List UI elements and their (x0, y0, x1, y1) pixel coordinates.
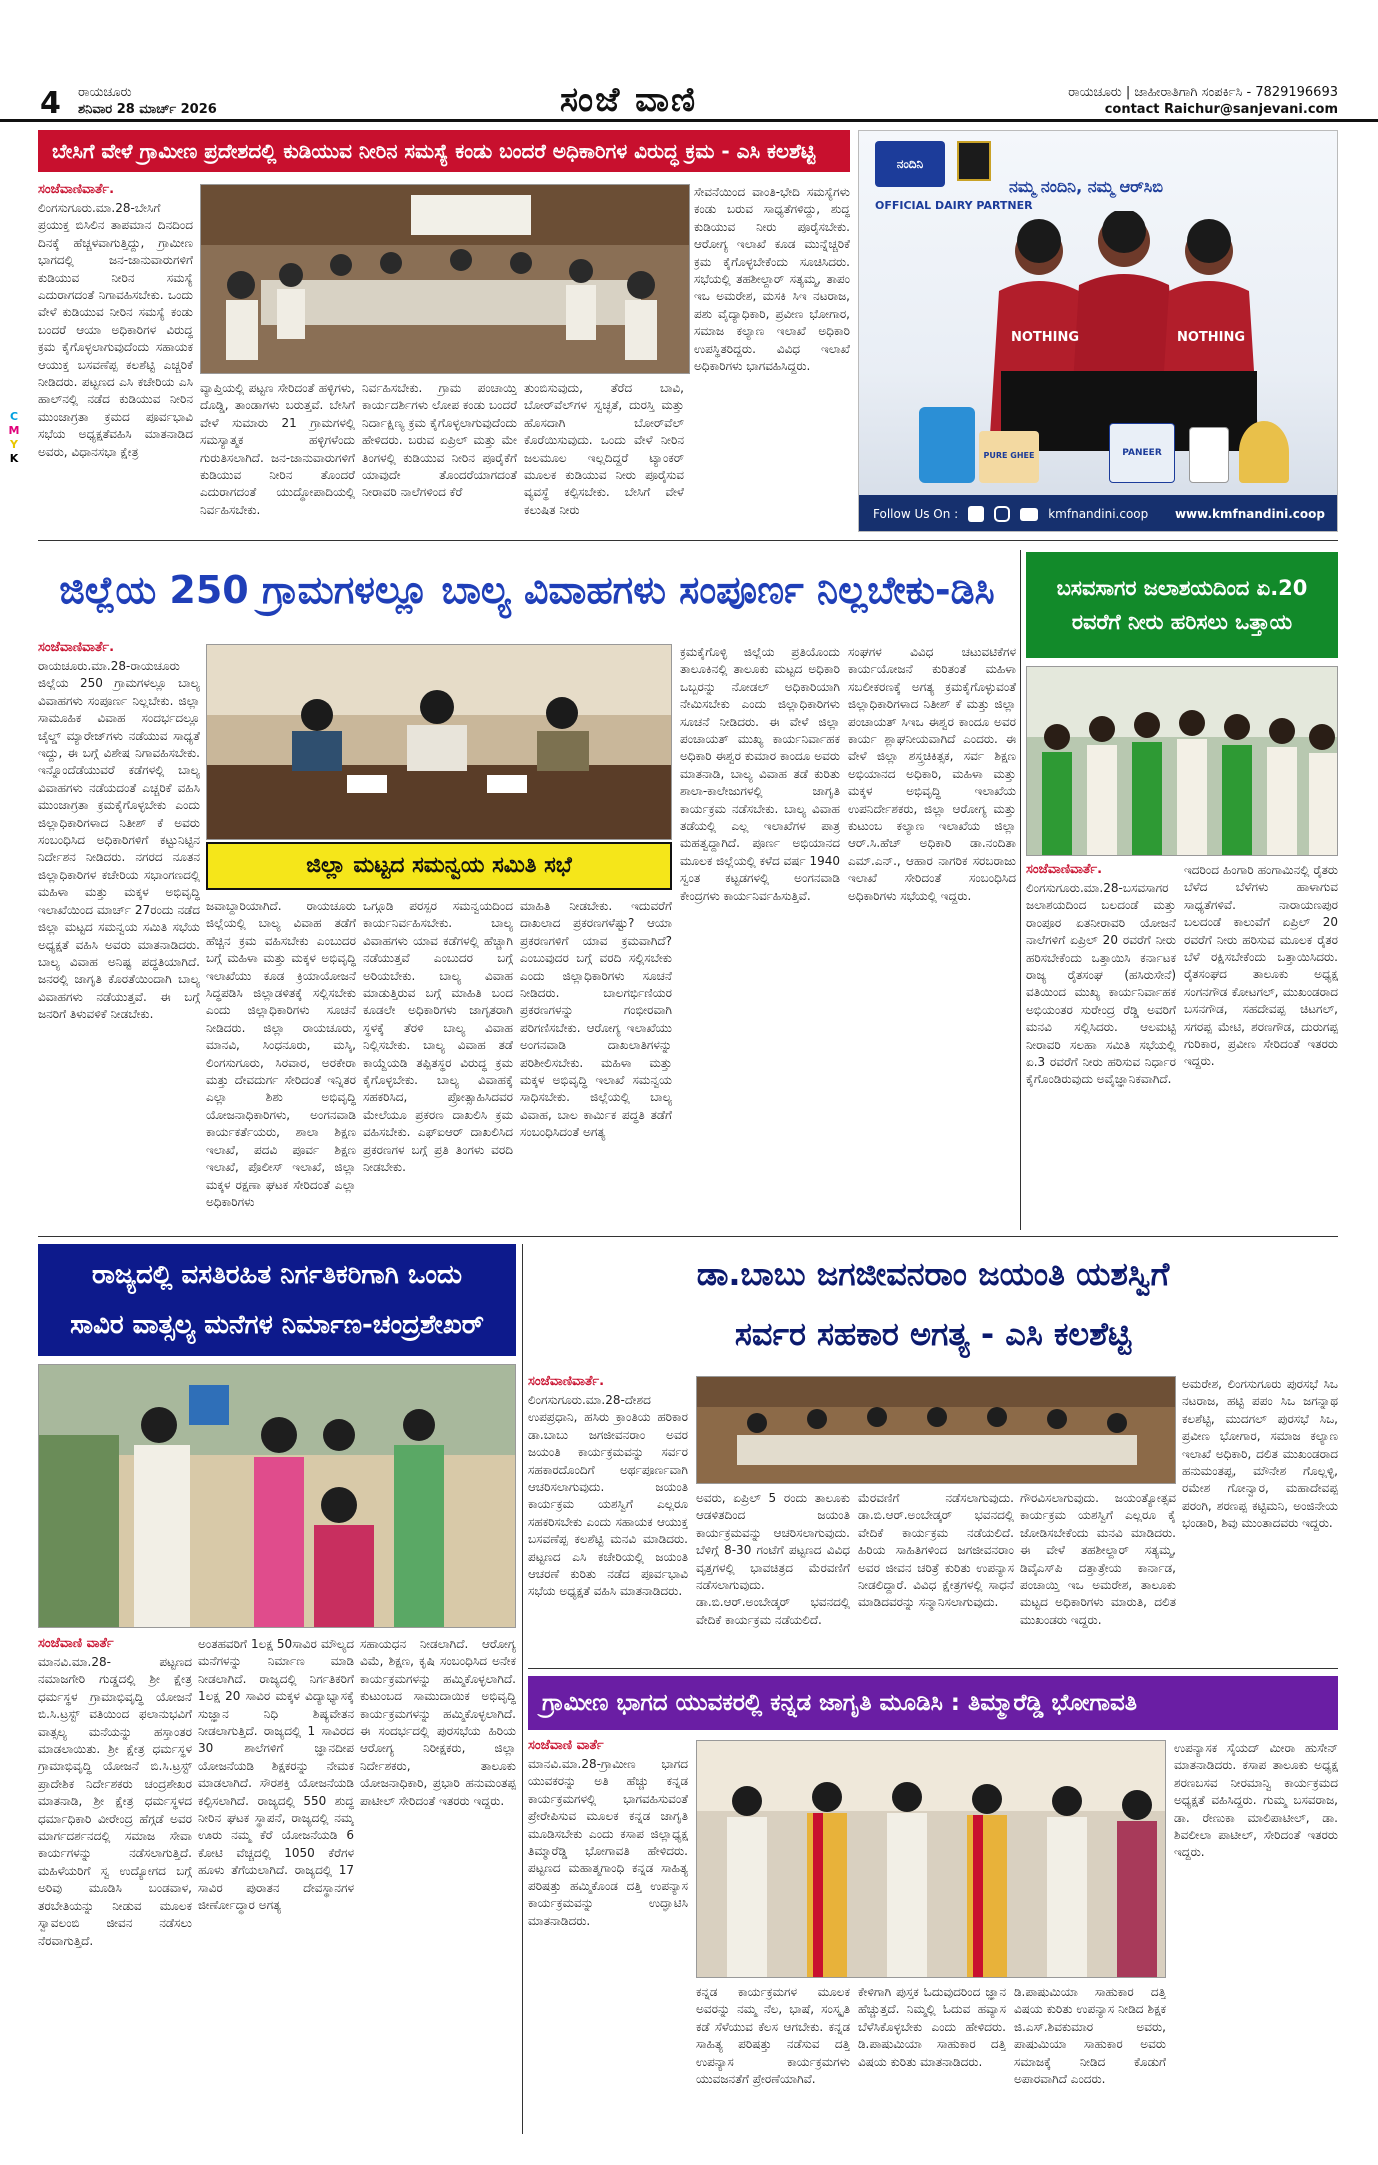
divider-v2 (522, 1244, 523, 2134)
email-contact: contact Raichur@sanjevani.com (1104, 102, 1338, 117)
a1-col5: ಸೇವನೆಯಿಂದ ವಾಂತಿ-ಭೇದಿ ಸಮಸ್ಯೆಗಳು ಕಂಡು ಬರುವ ಸಾಧ್ಯತೆಗಳಿದ್ದು, ಶುದ್ಧ ಕುಡಿಯುವ ನೀರು ಪೂರೈಸಬೇಕು. ಆರೋಗ್ಯ ಇಲಾಖೆ ಕೂಡ ಮುನ್ನೆಚ್ಚರಿಕೆ ಕ್ರಮ ಕೈಗೊಳ್ಳಬೇಕೆಂದು ಸೂಚಿಸಿದರು. ಸಭೆಯಲ್ಲಿ ತಹಶೀಲ್ದಾರ್ ಸತ್ಯಮ್ಮ, ತಾಪಂ ಇಒ ಅಮರೇಶ, ಮಸಕಿ ಸಿಇ ನಟರಾಜ, ಪಶು ವೈದ್ಯಾಧಿಕಾರಿ, ಪ್ರವೀಣ ಭೋಗಾರ, ಸಮಾಜ ಕಲ್ಯಾಣ ಇಲಾಖೆ ಅಧಿಕಾರಿ ಉಪಸ್ಥಿತರಿದ್ದರು. ವಿವಿಧ ಇಲಾಖೆ ಅಧಿಕಾರಿಗಳು ಭಾಗವಹಿಸಿದ್ದರು. (694, 185, 850, 374)
paneer-pack: PANEER (1109, 423, 1175, 483)
sweets-jar-icon (1239, 421, 1289, 483)
a1-photo (200, 184, 690, 374)
a6-col4: ಡಿ.ಪಾಷುಮಿಯಾ ಸಾಹುಕಾರ ದತ್ತಿ ವಿಷಯ ಕುರಿತು ಉಪನ್ಯಾಸ ನೀಡಿದ ಶಿಕ್ಷಕ ಜಿ.ಎಸ್.ಶಿವಕುಮಾರ ಅವರು, ಪಾಷುಮಿಯಾ ಸಾಹುಕಾರ ಅವರು ಸಮಾಜಕ್ಕೆ ನೀಡಿದ ಕೊಡುಗೆ ಅಪಾರವಾಗಿದೆ ಎಂದರು. (1014, 1985, 1166, 2087)
a4-col3: ಸಹಾಯಧನ ನೀಡಲಾಗಿದೆ. ಆರೋಗ್ಯ ವಿಮೆ, ಶಿಕ್ಷಣ, ಕೃಷಿ ಸಂಬಂಧಿಸಿದ ಅನೇಕ ಕಾರ್ಯಕ್ರಮಗಳನ್ನು ಹಮ್ಮಿಕೊಳ್ಳಲಾಗಿದೆ. ಕುಟುಂಬದ ಸಾಮುದಾಯಿಕ ಅಭಿವೃದ್ಧಿ ಕಾರ್ಯಕ್ರಮಗಳನ್ನು ಹಮ್ಮಿಕೊಳ್ಳಲಾಗಿದೆ. ಈ ಸಂದರ್ಭದಲ್ಲಿ ಪುರಸಭೆಯ ಹಿರಿಯ ಆರೋಗ್ಯ ನಿರೀಕ್ಷಕರು, ಜಿಲ್ಲಾ ನಿರ್ದೇಶಕರು, ತಾಲೂಕು ಯೋಜನಾಧಿಕಾರಿ, ಪ್ರಭಾರಿ ಹನುಮಂತಪ್ಪ ಪಾಟೀಲ್ ಸೇರಿದಂತೆ ಇತರರು ಇದ್ದರು. (360, 1637, 516, 1808)
a4-byline: ಸಂಜೆವಾಣಿ ವಾರ್ತೆ (38, 1636, 114, 1651)
a4-col2: ಅಂತಹವರಿಗೆ 1ಲಕ್ಷ 50ಸಾವಿರ ಮೌಲ್ಯದ ಮನೆಗಳನ್ನು ನಿರ್ಮಾಣ ಮಾಡಿ ನೀಡಲಾಗಿದೆ. ರಾಜ್ಯದಲ್ಲಿ ನಿರ್ಗತಿಕರಿಗೆ 1ಲಕ್ಷ 20 ಸಾವಿರ ಮಕ್ಕಳ ವಿದ್ಯಾಭ್ಯಾಸಕ್ಕೆ ಸುಜ್ಞಾನ ನಿಧಿ ಶಿಷ್ಯವೇತನ ನೀಡಲಾಗುತ್ತಿದೆ. ರಾಜ್ಯದಲ್ಲಿ 1 ಸಾವಿರದ 30 ಶಾಲೆಗಳಿಗೆ ಜ್ಞಾನದೀಪ ಯೋಜನೆಯಡಿ ಶಿಕ್ಷಕರನ್ನು ನೇಮಕ ಮಾಡಲಾಗಿದೆ. ಸೌರಶಕ್ತಿ ಯೋಜನೆಯಡಿ ಕಲ್ಪಿಸಲಾಗಿದೆ. ರಾಜ್ಯದಲ್ಲಿ 550 ಶುದ್ಧ ನೀರಿನ ಘಟಕ ಸ್ಥಾಪನೆ, ರಾಜ್ಯದಲ್ಲಿ ನಮ್ಮ ಊರು ನಮ್ಮ ಕೆರೆ ಯೋಜನೆಯಡಿ 6 ಕೋಟಿ ವೆಚ್ಚದಲ್ಲಿ 1050 ಕೆರೆಗಳ ಹೂಳು ತೆಗೆಯಲಾಗಿದೆ. ರಾಜ್ಯದಲ್ಲಿ 17 ಸಾವಿರ ಪುರಾತನ ದೇವಸ್ಥಾನಗಳ ಜೀರ್ಣೋದ್ಧಾರ ಅಗತ್ಯ (198, 1637, 354, 1913)
players-photo (979, 211, 1269, 451)
a1-col1: ಲಿಂಗಸುಗೂರು.ಮಾ.28-ಬೇಸಿಗೆ ಪ್ರಯುಕ್ತ ಬಿಸಿಲಿನ ತಾಪಮಾನ ದಿನದಿಂದ ದಿನಕ್ಕೆ ಹೆಚ್ಚಳವಾಗುತ್ತಿದ್ದು, ಗ್ರಾಮೀಣ ಭಾಗದಲ್ಲಿ ಜನ-ಜಾನುವಾರುಗಳಿಗೆ ಕುಡಿಯುವ ನೀರಿನ ಸಮಸ್ಯೆ ಎದುರಾಗದಂತೆ ನಿಗಾವಹಿಸಬೇಕು. ಒಂದು ವೇಳೆ ಕುಡಿಯುವ ನೀರಿನ ಸಮಸ್ಯೆ ಕಂಡು ಬಂದರೆ ಆಯಾ ಅಧಿಕಾರಿಗಳ ವಿರುದ್ಧ ಕ್ರಮ ಕೈಗೊಳ್ಳಲಾಗುವುದೆಂದು ಸಹಾಯಕ ಆಯುಕ್ತ ಬಸವಣೆಪ್ಪ ಕಲಶೆಟ್ಟಿ ಎಚ್ಚರಿಕೆ ನೀಡಿದರು. ಪಟ್ಟಣದ ಎಸಿ ಕಚೇರಿಯ ಎಸಿ ಹಾಲ್‌ನಲ್ಲಿ ನಡೆದ ಕುಡಿಯುವ ನೀರಿನ ಮುಂಜಾಗ್ರತಾ ಕ್ರಮದ ಪೂರ್ವಭಾವಿ ಸಭೆಯ ಅಧ್ಯಕ್ಷತೆವಹಿಸಿ ಮಾತನಾಡಿದ ಅವರು, ವಿಧಾನಸಭಾ ಕ್ಷೇತ್ರ (38, 201, 193, 459)
page-number: 4 (40, 86, 61, 121)
a6-col3: ಕೇಳಿಗಾಗಿ ಪುಸ್ತಕ ಓದುವುದರಿಂದ ಜ್ಞಾನ ಹೆಚ್ಚುತ್ತದೆ. ನಿಮ್ಮಲ್ಲಿ ಓದುವ ಹವ್ಯಾಸ ಬೆಳೆಸಿಕೊಳ್ಳಬೇಕು ಎಂದು ಹೇಳಿದರು. ಡಿ.ಪಾಷುಮಿಯಾ ಸಾಹುಕಾರ ದತ್ತಿ ವಿಷಯ ಕುರಿತು ಮಾತನಾಡಿದರು. (858, 1985, 1006, 2069)
a4-headline (38, 1244, 516, 1356)
a5-headline (528, 1244, 1338, 1368)
a2-col2: ಜವಾಬ್ದಾರಿಯಾಗಿದೆ. ರಾಯಚೂರು ಜಿಲ್ಲೆಯಲ್ಲಿ ಬಾಲ್ಯ ವಿವಾಹ ತಡೆಗೆ ಹೆಚ್ಚಿನ ಕ್ರಮ ವಹಿಸಬೇಕು ಎಂಬುದರ ಬಗ್ಗೆ ಮಹಿಳಾ ಮತ್ತು ಮಕ್ಕಳ ಅಭಿವೃದ್ಧಿ ಇಲಾಖೆಯು ಕೂಡ ಕ್ರಿಯಾಯೋಜನೆ ಸಿದ್ಧಪಡಿಸಿ ಜಿಲ್ಲಾಡಳಿತಕ್ಕೆ ಸಲ್ಲಿಸಬೇಕು ಎಂದು ಜಿಲ್ಲಾಧಿಕಾರಿಗಳು ಸೂಚನೆ ನೀಡಿದರು. ಜಿಲ್ಲಾ ರಾಯಚೂರು, ಮಾನವಿ, ಸಿಂಧನೂರು, ಮಸ್ಕಿ, ಲಿಂಗಸುಗೂರು, ಸಿರವಾರ, ಅರಕೇರಾ ಮತ್ತು ದೇವದುರ್ಗ ಸೇರಿದಂತೆ ಇನ್ನಿತರ ಎಲ್ಲಾ ಶಿಶು ಅಭಿವೃದ್ಧಿ ಯೋಜನಾಧಿಕಾರಿಗಳು, ಅಂಗನವಾಡಿ ಕಾರ್ಯಕರ್ತೆಯರು, ಶಾಲಾ ಶಿಕ್ಷಣ ಇಲಾಖೆ, ಪದವಿ ಪೂರ್ವ ಶಿಕ್ಷಣ ಇಲಾಖೆ, ಪೊಲೀಸ್ ಇಲಾಖೆ, ಜಿಲ್ಲಾ ಮಕ್ಕಳ ರಕ್ಷಣಾ ಘಟಕ ಸೇರಿದಂತೆ ಎಲ್ಲಾ ಅಧಿಕಾರಿಗಳು (206, 899, 356, 1209)
a2-photo (206, 644, 672, 840)
a2-col4: ಮಾಹಿತಿ ನೀಡಬೇಕು. ಇದುವರೆಗೆ ದಾಖಲಾದ ಪ್ರಕರಣಗಳೆಷ್ಟು? ಆಯಾ ಪ್ರಕರಣಗಳಿಗೆ ಯಾವ ಕ್ರಮವಾಗಿದೆ? ಎಂಬುವುದರ ಬಗ್ಗೆ ವರದಿ ಸಲ್ಲಿಸಬೇಕು ಎಂದು ಜಿಲ್ಲಾಧಿಕಾರಿಗಳು ಸೂಚನೆ ನೀಡಿದರು. ಬಾಲಗರ್ಭಿಣಿಯರ ಪ್ರಕರಣಗಳನ್ನು ಗಂಭೀರವಾಗಿ ಪರಿಗಣಿಸಬೇಕು. ಆರೋಗ್ಯ ಇಲಾಖೆಯು ಅಂಗನವಾಡಿ ದಾಖಲಾತಿಗಳನ್ನು ಪರಿಶೀಲಿಸಬೇಕು. ಮಹಿಳಾ ಮತ್ತು ಮಕ್ಕಳ ಅಭಿವೃದ್ಧಿ ಇಲಾಖೆ ಸಮನ್ವಯ ಸಾಧಿಸಬೇಕು. ಜಿಲ್ಲೆಯಲ್ಲಿ ಬಾಲ್ಯ ವಿವಾಹ, ಬಾಲ ಕಾರ್ಮಿಕ ಪದ್ಧತಿ ತಡೆಗೆ ಸಂಬಂಧಿಸಿದಂತೆ ಅಗತ್ಯ (520, 899, 672, 1140)
cmyk-y: Y (10, 438, 18, 451)
a4-headline-line2: ಸಾವಿರ ವಾತ್ಸಲ್ಯ ಮನೆಗಳ ನಿರ್ಮಾಣ-ಚಂದ್ರಶೇಖರ್ (70, 1310, 484, 1340)
house-handover-photo (39, 1365, 516, 1628)
a2-col5: ಕ್ರಮಕೈಗೊಳ್ಳಿ ಜಿಲ್ಲೆಯ ಪ್ರತಿಯೊಂದು ತಾಲೂಕಿನಲ್ಲಿ ತಾಲೂಕು ಮಟ್ಟದ ಅಧಿಕಾರಿ ಒಬ್ಬರನ್ನು ನೋಡಲ್ ಅಧಿಕಾರಿಯಾಗಿ ನೇಮಿಸಬೇಕು ಎಂದು ಜಿಲ್ಲಾಧಿಕಾರಿಗಳು ಸೂಚನೆ ನೀಡಿದರು. ಈ ವೇಳೆ ಜಿಲ್ಲಾ ಪಂಚಾಯತ್ ಮುಖ್ಯ ಕಾರ್ಯನಿರ್ವಾಹಕ ಅಧಿಕಾರಿ ಈಶ್ವರ ಕುಮಾರ ಕಾಂದೂ ಅವರು ಮಾತನಾಡಿ, ಬಾಲ್ಯ ವಿವಾಹ ತಡೆ ಕುರಿತು ಶಾಲಾ-ಕಾಲೇಜುಗಳಲ್ಲಿ ಜಾಗೃತಿ ಕಾರ್ಯಕ್ರಮ ನಡೆಸಬೇಕು. ಬಾಲ್ಯ ವಿವಾಹ ತಡೆಯಲ್ಲಿ ಎಲ್ಲ ಇಲಾಖೆಗಳ ಪಾತ್ರ ಮಹತ್ವದ್ದಾಗಿದೆ. ಪೂರ್ಣ ಅಭಿಯಾನದ ಮೂಲಕ ಜಿಲ್ಲೆಯಲ್ಲಿ ಕಳೆದ ವರ್ಷ 1940 ಸ್ವಂತ ಕಟ್ಟಡಗಳಲ್ಲಿ ಅಂಗನವಾಡಿ ಕೇಂದ್ರಗಳು ಕಾರ್ಯನಿರ್ವಹಿಸುತ್ತಿವೆ. (680, 645, 840, 903)
a3-col2: ಇದರಿಂದ ಹಿಂಗಾರಿ ಹಂಗಾಮಿನಲ್ಲಿ ರೈತರು ಬೆಳೆದ ಬೆಳೆಗಳು ಹಾಳಾಗುವ ಸಾಧ್ಯತೆಗಳಿವೆ. ನಾರಾಯಣಪುರ ಬಲದಂಡೆ ಕಾಲುವೆಗೆ ಏಪ್ರಿಲ್ 20 ರವರೆಗೆ ನೀರು ಹರಿಸುವ ಮೂಲಕ ರೈತರ ಬೆಳೆ ರಕ್ಷಿಸಬೇಕೆಂದು ಒತ್ತಾಯಿಸಿದರು. ರೈತಸಂಘದ ತಾಲೂಕು ಅಧ್ಯಕ್ಷ ಸಂಗನಗೌಡ ಕೋಟಗಲ್, ಮುಖಂಡರಾದ ಬಸನಗೌಡ, ಸಹದೇವಪ್ಪ ಚಿಟಗಲ್, ಸಗರಪ್ಪ ಮೇಟಿ, ಶರಣಗೌಡ, ದುರುಗಪ್ಪ ಗುರಿಕಾರ, ಪ್ರವೀಣ ಸೇರಿದಂತೆ ಇತರರು ಇದ್ದರು. (1184, 863, 1338, 1069)
a4-photo (38, 1364, 516, 1628)
a2-col1: ರಾಯಚೂರು.ಮಾ.28-ರಾಯಚೂರು ಜಿಲ್ಲೆಯ 250 ಗ್ರಾಮಗಳಲ್ಲೂ ಬಾಲ್ಯ ವಿವಾಹಗಳು ಸಂಪೂರ್ಣ ನಿಲ್ಲಬೇಕು. ಜಿಲ್ಲಾ ಸಾಮೂಹಿಕ ವಿವಾಹ ಸಂದರ್ಭದಲ್ಲೂ ಚೈಲ್ಡ್ ಮ್ಯಾರೇಜ್‌ಗಳು ನಡೆಯುವ ಸಾಧ್ಯತೆ ಇದ್ದು, ಈ ಬಗ್ಗೆ ವಿಶೇಷ ನಿಗಾವಹಿಸಬೇಕು. ಇನ್ನೊಂದೆಡೆಯುವರೆ ಕಡೆಗಳಲ್ಲಿ ಬಾಲ್ಯ ವಿವಾಹಗಳು ನಡೆಯದಂತೆ ಎಚ್ಚರಿಕೆ ವಹಿಸಿ ಮುಂಜಾಗ್ರತಾ ಕ್ರಮಕೈಗೊಳ್ಳಬೇಕು ಎಂದು ಜಿಲ್ಲಾಧಿಕಾರಿಗಳಾದ ನಿತೀಶ್ ಕೆ ಅವರು ಸಂಬಂಧಿಸಿದ ಅಧಿಕಾರಿಗಳಿಗೆ ಕಟ್ಟುನಿಟ್ಟಿನ ನಿರ್ದೇಶನ ನೀಡಿದರು. ನಗರದ ನೂತನ ಜಿಲ್ಲಾಧಿಕಾರಿಗಳ ಕಚೇರಿಯ ಸಭಾಂಗಣದಲ್ಲಿ ಮಹಿಳಾ ಮತ್ತು ಮಕ್ಕಳ ಅಭಿವೃದ್ಧಿ ಇಲಾಖೆಯಿಂದ ಮಾರ್ಚ್ 27ರಂದು ನಡೆದ ಜಿಲ್ಲಾ ಮಟ್ಟದ ಸಮನ್ವಯ ಸಮಿತಿ ಸಭೆಯ ಅಧ್ಯಕ್ಷತೆ ವಹಿಸಿ ಅವರು ಮಾತನಾಡಿದರು. ಬಾಲ್ಯ ವಿವಾಹ ಅನಿಷ್ಟ ಪದ್ಧತಿಯಾಗಿದೆ. ಜನರಲ್ಲಿ ಜಾಗೃತಿ ಕೊರತೆಯಿಂದಾಗಿ ಬಾಲ್ಯ ವಿವಾಹಗಳು ನಡೆಯುತ್ತವೆ. ಈ ಬಗ್ಗೆ ಜನರಿಗೆ ತಿಳುವಳಿಕೆ ನೀಡಬೇಕು. (38, 659, 200, 1022)
a5-byline: ಸಂಜೆವಾಣಿವಾರ್ತೆ. (528, 1374, 605, 1389)
a5-headline-line1: ಡಾ.ಬಾಬು ಜಗಜೀವನರಾಂ ಜಯಂತಿ ಯಶಸ್ವಿಗೆ (696, 1255, 1170, 1293)
a5-col3: ಮೆರವಣಿಗೆ ನಡೆಸಲಾಗುವುದು. ಡಾ.ಬಿ.ಆರ್.ಅಂಬೇಡ್ಕರ್ ಭವನದಲ್ಲಿ ವೇದಿಕೆ ಕಾರ್ಯಕ್ರಮ ನಡೆಯಲಿದೆ. ಹಿರಿಯ ಸಾಹಿತಿಗಳಿಂದ ಜಗಜೀವನರಾಂ ಅವರ ಜೀವನ ಚರಿತ್ರೆ ಕುರಿತು ಉಪನ್ಯಾಸ ನೀಡಲಿದ್ದಾರೆ. ವಿವಿಧ ಕ್ಷೇತ್ರಗಳಲ್ಲಿ ಸಾಧನೆ ಮಾಡಿದವರನ್ನು ಸನ್ಮಾನಿಸಲಾಗುವುದು. (858, 1491, 1014, 1610)
a1-headline: ಬೇಸಿಗೆ ವೇಳೆ ಗ್ರಾಮೀಣ ಪ್ರದೇಶದಲ್ಲಿ ಕುಡಿಯುವ ನೀರಿನ ಸಮಸ್ಯೆ ಕಂಡು ಬಂದರೆ ಅಧಿಕಾರಿಗಳ ವಿರುದ್ಧ ಕ್ರಮ - ಎಸಿ ಕಲಶೆಟ್ಟಿ (38, 130, 850, 172)
a1-col4: ತುಂಬಿಸುವುದು, ತೆರೆದ ಬಾವಿ, ಬೋರ್‌ವೆಲ್‌ಗಳ ಸ್ವಚ್ಛತೆ, ದುರಸ್ತಿ ಮತ್ತು ಹೊಸದಾಗಿ ಬೋರ್‌ವೆಲ್ ಕೊರೆಯಿಸುವುದು. ಒಂದು ವೇಳೆ ನೀರಿನ ಜಲಮೂಲ ಇಲ್ಲದಿದ್ದರೆ ಟ್ಯಾಂಕರ್ ಮೂಲಕ ಕುಡಿಯುವ ನೀರು ಪೂರೈಸುವ ವ್ಯವಸ್ಥೆ ಕಲ್ಪಿಸಬೇಕು. ಬೇಸಿಗೆ ವೇಳೆ ಕಲುಷಿತ ನೀರು (524, 381, 684, 517)
ad-website: www.kmfnandini.coop (1174, 507, 1325, 521)
a5-photo (696, 1376, 1176, 1484)
a2-byline: ಸಂಜೆವಾಣಿವಾರ್ತೆ. (38, 640, 115, 655)
a6-col1: ಮಾನವಿ.ಮಾ.28-ಗ್ರಾಮೀಣ ಭಾಗದ ಯುವಕರನ್ನು ಅತಿ ಹೆಚ್ಚು ಕನ್ನಡ ಕಾರ್ಯಕ್ರಮಗಳಲ್ಲಿ ಭಾಗವಹಿಸುವಂತೆ ಪ್ರೇರೇಪಿಸುವ ಮೂಲಕ ಕನ್ನಡ ಜಾಗೃತಿ ಮೂಡಿಸಬೇಕು ಎಂದು ಕಸಾಪ ಜಿಲ್ಲಾಧ್ಯಕ್ಷ ತಿಮ್ಮಾರೆಡ್ಡಿ ಭೋಗಾವತಿ ಹೇಳಿದರು. ಪಟ್ಟಣದ ಮಹಾತ್ಮಗಾಂಧಿ ಕನ್ನಡ ಸಾಹಿತ್ಯ ಪರಿಷತ್ತು ಹಮ್ಮಿಕೊಂಡ ದತ್ತಿ ಉಪನ್ಯಾಸ ಕಾರ್ಯಕ್ರಮವನ್ನು ಉದ್ಘಾಟಿಸಿ ಮಾತನಾಡಿದರು. (528, 1757, 688, 1928)
collector-meeting-photo (207, 645, 672, 840)
a5-col2: ಅವರು, ಏಪ್ರಿಲ್ 5 ರಂದು ತಾಲೂಕು ಆಡಳಿತದಿಂದ ಜಯಂತಿ ಕಾರ್ಯಕ್ರಮವನ್ನು ಆಚರಿಸಲಾಗುವುದು. ಬೆಳಿಗ್ಗೆ 8-30 ಗಂಟೆಗೆ ಪಟ್ಟಣದ ವಿವಿಧ ವೃತ್ತಗಳಲ್ಲಿ ಭಾವಚಿತ್ರದ ಮೆರವಣಿಗೆ ನಡೆಸಲಾಗುವುದು. ಡಾ.ಬಿ.ಆರ್.ಅಂಬೇಡ್ಕರ್ ಭವನದಲ್ಲಿ ವೇದಿಕೆ ಕಾರ್ಯಕ್ರಮ ನಡೆಯಲಿದೆ. (696, 1491, 850, 1627)
a2-headline: ಜಿಲ್ಲೆಯ 250 ಗ್ರಾಮಗಳಲ್ಲೂ ಬಾಲ್ಯ ವಿವಾಹಗಳು ಸಂಪೂರ್ಣ ನಿಲ್ಲಬೇಕು-ಡಿಸಿ (59, 567, 995, 612)
a3-photo (1026, 666, 1338, 856)
ghee-pack: PURE GHEE (979, 431, 1039, 483)
a6-col2: ಕನ್ನಡ ಕಾರ್ಯಕ್ರಮಗಳ ಮೂಲಕ ಅವರನ್ನು ನಮ್ಮ ನೆಲ, ಭಾಷೆ, ಸಂಸ್ಕೃತಿ ಕಡೆ ಸೆಳೆಯುವ ಕೆಲಸ ಆಗಬೇಕು. ಕನ್ನಡ ಸಾಹಿತ್ಯ ಪರಿಷತ್ತು ನಡೆಸುವ ದತ್ತಿ ಉಪನ್ಯಾಸ ಕಾರ್ಯಕ್ರಮಗಳು ಯುವಜನತೆಗೆ ಪ್ರೇರಣೆಯಾಗಿವೆ. (696, 1985, 850, 2087)
masthead (0, 0, 1378, 122)
kannada-event-photo (697, 1741, 1166, 1978)
a6-headline: ಗ್ರಾಮೀಣ ಭಾಗದ ಯುವಕರಲ್ಲಿ ಕನ್ನಡ ಜಾಗೃತಿ ಮೂಡಿಸಿ : ತಿಮ್ಮಾರೆಡ್ಡಿ ಭೋಗಾವತಿ (528, 1676, 1338, 1730)
a3-headline: ಬಸವಸಾಗರ ಜಲಾಶಯದಿಂದ ಏ.20 ರವರೆಗೆ ನೀರು ಹರಿಸಲು ಒತ್ತಾಯ (1026, 552, 1338, 658)
meeting-photo (201, 185, 690, 374)
a6-byline: ಸಂಜೆವಾಣಿ ವಾರ್ತೆ (528, 1738, 604, 1753)
a2-col6: ಸಂಘಗಳ ವಿವಿಧ ಚಟುವಟಿಕೆಗಳ ಕಾರ್ಯಯೋಜನೆ ಕುರಿತಂತೆ ಮಹಿಳಾ ಸಬಲೀಕರಣಕ್ಕೆ ಅಗತ್ಯ ಕ್ರಮಕೈಗೊಳ್ಳುವಂತೆ ಜಿಲ್ಲಾಧಿಕಾರಿಗಳಾದ ನಿತೀಶ್ ಕೆ ಮತ್ತು ಜಿಲ್ಲಾ ಪಂಚಾಯತ್ ಸಿಇಒ ಈಶ್ವರ ಕಾಂದೂ ಅವರ ಕಾರ್ಯ ಶ್ಲಾಘನೀಯವಾಗಿದೆ ಎಂದರು. ಈ ವೇಳೆ ಜಿಲ್ಲಾ ಶಸ್ತ್ರಚಿಕಿತ್ಸಕ, ಸರ್ವ ಶಿಕ್ಷಣ ಅಭಿಯಾನದ ಅಧಿಕಾರಿ, ಮಹಿಳಾ ಮತ್ತು ಮಕ್ಕಳ ಅಭಿವೃದ್ಧಿ ಇಲಾಖೆಯ ಉಪನಿರ್ದೇಶಕರು, ಜಿಲ್ಲಾ ಆರೋಗ್ಯ ಮತ್ತು ಕುಟುಂಬ ಕಲ್ಯಾಣ ಇಲಾಖೆಯ ಜಿಲ್ಲಾ ಆರ್.ಸಿ.ಹೆಚ್ ಅಧಿಕಾರಿ ಡಾ.ನಂದಿತಾ ಎಮ್.ಎನ್., ಆಹಾರ ನಾಗರಿಕ ಸರಬರಾಜು ಇಲಾಖೆ ಸೇರಿದಂತೆ ಸಂಬಂಧಿಸಿದ ಅಧಿಕಾರಿಗಳು ಸಭೆಯಲ್ಲಿ ಇದ್ದರು. (848, 645, 1016, 903)
rcb-badge-icon (957, 141, 991, 181)
jayanti-meeting-photo (697, 1377, 1176, 1484)
jersey-text-1: NOTHING (1011, 330, 1080, 345)
jersey-text-2: NOTHING (1177, 330, 1246, 345)
ad-tagline: ನಮ್ಮ ನಂದಿನಿ, ನಮ್ಮ ಆರ್‌ಸಿಬಿ (1009, 177, 1164, 196)
milk-pack-icon (919, 407, 975, 483)
place: ರಾಯಚೂರು (78, 85, 132, 100)
youtube-icon (1020, 508, 1038, 521)
follow-label: Follow Us On : (873, 507, 959, 521)
nandini-logo: ನಂದಿನಿ (875, 141, 945, 187)
divider-2 (38, 1236, 1338, 1237)
a4-col1: ಮಾನವಿ.ಮಾ.28- ಪಟ್ಟಣದ ನಮಾಜಗೇರಿ ಗುಡ್ಡದಲ್ಲಿ ಶ್ರೀ ಕ್ಷೇತ್ರ ಧರ್ಮಸ್ಥಳ ಗ್ರಾಮಾಭಿವೃದ್ಧಿ ಯೋಜನೆ ಬಿ.ಸಿ.ಟ್ರಸ್ಟ್ ವತಿಯಿಂದ ಫಲಾನುಭವಿಗೆ ವಾತ್ಸಲ್ಯ ಮನೆಯನ್ನು ಹಸ್ತಾಂತರ ಮಾಡಲಾಯಿತು. ಶ್ರೀ ಕ್ಷೇತ್ರ ಧರ್ಮಸ್ಥಳ ಗ್ರಾಮಾಭಿವೃದ್ಧಿ ಯೋಜನೆ ಬಿ.ಸಿ.ಟ್ರಸ್ಟ್ ಪ್ರಾದೇಶಿಕ ನಿರ್ದೇಶಕರು ಚಂದ್ರಶೇಖರ ಮಾತನಾಡಿ, ಶ್ರೀ ಕ್ಷೇತ್ರ ಧರ್ಮಸ್ಥಳದ ಧರ್ಮಾಧಿಕಾರಿ ವೀರೇಂದ್ರ ಹೆಗ್ಗಡೆ ಅವರ ಮಾರ್ಗದರ್ಶನದಲ್ಲಿ ಸಮಾಜ ಸೇವಾ ಕಾರ್ಯಗಳನ್ನು ನಡೆಸಲಾಗುತ್ತಿದೆ. ಮಹಿಳೆಯರಿಗೆ ಸ್ವ ಉದ್ಯೋಗದ ಬಗ್ಗೆ ಅರಿವು ಮೂಡಿಸಿ ಬಂಡವಾಳ, ತರಬೇತಿಯನ್ನು ನೀಡುವ ಮೂಲಕ ಸ್ವಾವಲಂಬಿ ಜೀವನ ನಡೆಸಲು ನೆರವಾಗುತ್ತಿದೆ. (38, 1655, 192, 1948)
facebook-icon (968, 506, 984, 522)
a3-col1: ಲಿಂಗಸುಗೂರು.ಮಾ.28-ಬಸವಸಾಗರ ಜಲಾಶಯದಿಂದ ಬಲದಂಡೆ ಮತ್ತು ರಾಂಪೂರ ಏತನೀರಾವರಿ ಯೋಜನೆ ನಾಲೆಗಳಿಗೆ ಏಪ್ರಿಲ್ 20 ರವರೆಗೆ ನೀರು ಹರಿಸಬೇಕೆಂದು ಒತ್ತಾಯಿಸಿ ಕರ್ನಾಟಕ ರಾಜ್ಯ ರೈತಸಂಘ (ಹಸಿರುಸೇನೆ) ವತಿಯಿಂದ ಮುಖ್ಯ ಕಾರ್ಯನಿರ್ವಾಹಕ ಅಭಿಯಂತರ ಸುರೇಂದ್ರ ರೆಡ್ಡಿ ಅವರಿಗೆ ಮನವಿ ಸಲ್ಲಿಸಿದರು. ಆಲಮಟ್ಟಿ ನೀರಾವರಿ ಸಲಹಾ ಸಮಿತಿ ಸಭೆಯಲ್ಲಿ ಏ.3 ರವರೆಗೆ ನೀರು ಹರಿಸುವ ನಿರ್ಧಾರ ಕೈಗೊಂಡಿರುವುದು ಅವೈಜ್ಞಾನಿಕವಾಗಿದೆ. (1026, 881, 1176, 1087)
curd-cup-icon (1189, 427, 1229, 483)
nandini-ad (858, 130, 1338, 532)
farmers-photo (1027, 667, 1338, 856)
newspaper-logo: ಸಂಜೆ ವಾಣಿ (560, 80, 698, 120)
dateline (78, 84, 217, 118)
a5-headline-line2: ಸರ್ವರ ಸಹಕಾರ ಅಗತ್ಯ - ಎಸಿ ಕಲಶೆಟ್ಟಿ (734, 1315, 1132, 1353)
cmyk-c: C (9, 410, 19, 423)
a1-col2: ವ್ಯಾಪ್ತಿಯಲ್ಲಿ ಪಟ್ಟಣ ಸೇರಿದಂತೆ ಹಳ್ಳಿಗಳು, ದೊಡ್ಡಿ, ತಾಂಡಾಗಳು ಬರುತ್ತವೆ. ಬೇಸಿಗೆ ವೇಳೆ ಸುಮಾರು 21 ಗ್ರಾಮಗಳಲ್ಲಿ ಸಮಸ್ಯಾತ್ಮಕ ಹಳ್ಳಿಗಳೆಂದು ಗುರುತಿಸಲಾಗಿದೆ. ಜನ-ಜಾನುವಾರುಗಳಿಗೆ ಕುಡಿಯುವ ನೀರಿನ ತೊಂದರೆ ಎದುರಾಗದಂತೆ ಯುದ್ಧೋಪಾದಿಯಲ್ಲಿ ನಿರ್ವಹಿಸಬೇಕು. (200, 381, 355, 517)
cmyk-marks (6, 410, 22, 466)
a5-col4: ಗೌರವಿಸಲಾಗುವುದು. ಜಯಂತ್ಯೋತ್ಸವ ಕಾರ್ಯಕ್ರಮ ಯಶಸ್ವಿಗೆ ಎಲ್ಲರೂ ಕೈ ಜೋಡಿಸಬೇಕೆಂದು ಮನವಿ ಮಾಡಿದರು. ಈ ವೇಳೆ ತಹಶೀಲ್ದಾರ್ ಸತ್ಯಮ್ಮ, ಡಿವೈಎಸ್‌ಪಿ ದತ್ತಾತ್ರೇಯ ಕಾರ್ನಾಡ, ಪಂಚಾಯ್ತಿ ಇಒ ಅಮರೇಶ, ತಾಲೂಕು ಮಟ್ಟದ ಅಧಿಕಾರಿಗಳು ಮಾರುತಿ, ದಲಿತ ಮುಖಂಡರು ಇದ್ದರು. (1020, 1491, 1176, 1627)
a3-byline: ಸಂಜೆವಾಣಿವಾರ್ತೆ. (1026, 862, 1103, 877)
a6-photo (696, 1740, 1166, 1978)
cmyk-m: M (8, 424, 20, 437)
official-partner: OFFICIAL DAIRY PARTNER (875, 199, 1033, 212)
divider-v1 (1020, 550, 1021, 1230)
ad-handle: kmfnandini.coop (1048, 507, 1149, 521)
a2-col3: ಒಗ್ಗೂಡಿ ಪರಸ್ಪರ ಸಮನ್ವಯದಿಂದ ಕಾರ್ಯನಿರ್ವಹಿಸಬೇಕು. ಬಾಲ್ಯ ವಿವಾಹಗಳು ಯಾವ ಕಡೆಗಳಲ್ಲಿ ಹೆಚ್ಚಾಗಿ ನಡೆಯುತ್ತವೆ ಎಂಬುದರ ಬಗ್ಗೆ ಅರಿಯಬೇಕು. ಬಾಲ್ಯ ವಿವಾಹ ಮಾಡುತ್ತಿರುವ ಬಗ್ಗೆ ಮಾಹಿತಿ ಬಂದ ಕೂಡಲೇ ಅಧಿಕಾರಿಗಳು ಜಾಗೃತರಾಗಿ ಸ್ಥಳಕ್ಕೆ ತೆರಳಿ ಬಾಲ್ಯ ವಿವಾಹ ನಿಲ್ಲಿಸಬೇಕು. ಬಾಲ್ಯ ವಿವಾಹ ತಡೆ ಕಾಯ್ದೆಯಡಿ ತಪ್ಪಿತಸ್ಥರ ವಿರುದ್ಧ ಕ್ರಮ ಕೈಗೊಳ್ಳಬೇಕು. ಬಾಲ್ಯ ವಿವಾಹಕ್ಕೆ ಸಹಕರಿಸಿದ, ಪ್ರೋತ್ಸಾಹಿಸಿದವರ ಮೇಲೆಯೂ ಪ್ರಕರಣ ದಾಖಲಿಸಿ ಕ್ರಮ ವಹಿಸಬೇಕು. ಎಫ್‌ಐಆರ್ ದಾಖಲಿಸಿದ ಪ್ರಕರಣಗಳ ಬಗ್ಗೆ ಪ್ರತಿ ತಿಂಗಳು ವರದಿ ನೀಡಬೇಕು. (363, 899, 513, 1175)
a5-col1: ಲಿಂಗಸುಗೂರು.ಮಾ.28-ದೇಶದ ಉಪಪ್ರಧಾನಿ, ಹಸಿರು ಕ್ರಾಂತಿಯ ಹರಿಕಾರ ಡಾ.ಬಾಬು ಜಗಜೀವನರಾಂ ಅವರ ಜಯಂತಿ ಕಾರ್ಯಕ್ರಮವನ್ನು ಸರ್ವರ ಸಹಕಾರದೊಂದಿಗೆ ಅರ್ಥಪೂರ್ಣವಾಗಿ ಆಚರಿಸಲಾಗುವುದು. ಜಯಂತಿ ಕಾರ್ಯಕ್ರಮ ಯಶಸ್ವಿಗೆ ಎಲ್ಲರೂ ಸಹಕರಿಸಬೇಕು ಎಂದು ಸಹಾಯಕ ಆಯುಕ್ತ ಬಸವಣೆಪ್ಪ ಕಲಶೆಟ್ಟಿ ಮನವಿ ಮಾಡಿದರು. ಪಟ್ಟಣದ ಎಸಿ ಕಚೇರಿಯಲ್ಲಿ ಜಯಂತಿ ಆಚರಣೆ ಕುರಿತು ನಡೆದ ಪೂರ್ವಭಾವಿ ಸಭೆಯ ಅಧ್ಯಕ್ಷತೆ ವಹಿಸಿ ಮಾತನಾಡಿದರು. (528, 1393, 688, 1599)
ad-contact: ರಾಯಚೂರು | ಜಾಹೀರಾತಿಗಾಗಿ ಸಂಪರ್ಕಿಸಿ - 7829196693 (1068, 85, 1338, 100)
contact-info (1068, 84, 1338, 118)
a1-byline: ಸಂಜೆವಾಣಿವಾರ್ತೆ. (38, 182, 115, 197)
cmyk-k: K (9, 452, 19, 465)
date: ಶನಿವಾರ 28 ಮಾರ್ಚ್ 2026 (78, 102, 217, 117)
a5-col5: ಅಮರೇಶ, ಲಿಂಗಸುಗೂರು ಪುರಸಭೆ ಸಿಒ ನಟರಾಜ, ಹಟ್ಟಿ ಪಪಂ ಸಿಒ ಜಗನ್ನಾಥ ಕಲಶೆಟ್ಟಿ, ಮುದಗಲ್ ಪುರಸಭೆ ಸಿಒ, ಪ್ರವೀಣ ಭೋಗಾರ, ಸಮಾಜ ಕಲ್ಯಾಣ ಇಲಾಖೆ ಅಧಿಕಾರಿ, ದಲಿತ ಮುಖಂಡರಾದ ಹನುಮಂತಪ್ಪ, ಮೌನೇಶ ಗೊಲ್ಲಳ್ಳಿ, ರಮೇಶ ಗೋನ್ವಾರ, ಮಹಾದೇವಪ್ಪ ಪರಂಗಿ, ಶರಣಪ್ಪ ಕಟ್ಟಿಮನಿ, ಅಂಜಿನೇಯ ಭಂಡಾರಿ, ಶಿವು ಮುಂತಾದವರು ಇದ್ದರು. (1182, 1377, 1338, 1531)
a4-headline-line1: ರಾಜ್ಯದಲ್ಲಿ ವಸತಿರಹಿತ ನಿರ್ಗತಿಕರಿಗಾಗಿ ಒಂದು (92, 1260, 462, 1290)
a6-col5: ಉಪನ್ಯಾಸಕ ಸೈಯದ್ ಮೀರಾ ಹುಸೇನ್ ಮಾತನಾಡಿದರು. ಕಸಾಪ ತಾಲೂಕು ಅಧ್ಯಕ್ಷ ಶರಣಬಸವ ನೀರಮಾನ್ವಿ ಕಾರ್ಯಕ್ರಮದ ಅಧ್ಯಕ್ಷತೆ ವಹಿಸಿದ್ದರು. ಗುಮ್ಮ ಬಸವರಾಜ, ಡಾ. ರೇಣುಕಾ ಮಾಲಿಪಾಟೀಲ್, ಡಾ. ಶಿವಲೀಲಾ ಪಾಟೀಲ್, ಸೇರಿದಂತೆ ಇತರರು ಇದ್ದರು. (1174, 1741, 1338, 1860)
divider-3 (528, 1668, 1338, 1669)
divider-1 (38, 540, 1338, 541)
a1-col3: ನಿರ್ವಹಿಸಬೇಕು. ಗ್ರಾಮ ಪಂಚಾಯ್ತಿ ಕಾರ್ಯದರ್ಶಿಗಳು ಲೋಪ ಕಂಡು ಬಂದರೆ ನಿರ್ದಾಕ್ಷಿಣ್ಯ ಕ್ರಮ ಕೈಗೊಳ್ಳಲಾಗುವುದೆಂದು ಹೇಳಿದರು. ಬರುವ ಏಪ್ರಿಲ್ ಮತ್ತು ಮೇ ತಿಂಗಳಲ್ಲಿ ಕುಡಿಯುವ ನೀರಿನ ಪೂರೈಕೆಗೆ ಯಾವುದೇ ತೊಂದರೆಯಾಗದಂತೆ ನೀರಾವರಿ ನಾಲೆಗಳಿಂದ ಕೆರೆ (362, 381, 517, 500)
instagram-icon (994, 506, 1010, 522)
ad-footer (859, 495, 1338, 532)
a2-caption: ಜಿಲ್ಲಾ ಮಟ್ಟದ ಸಮನ್ವಯ ಸಮಿತಿ ಸಭೆ (206, 842, 672, 890)
